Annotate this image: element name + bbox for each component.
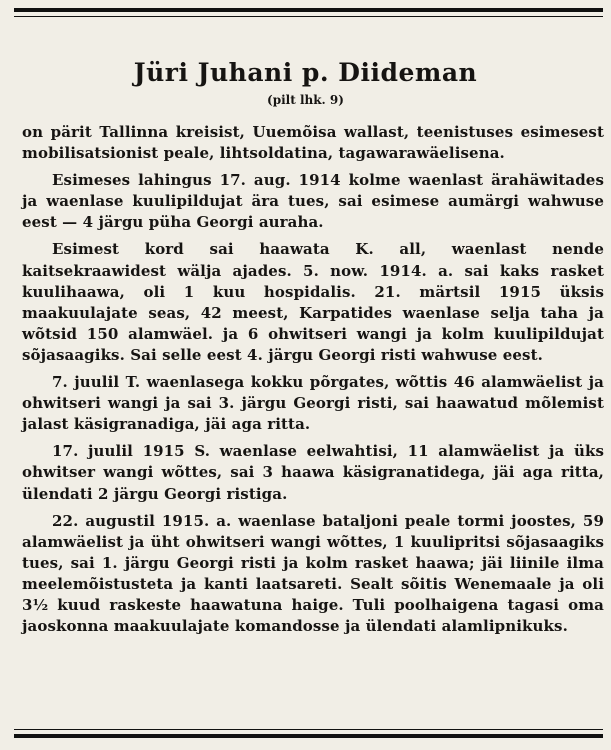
- bottom-rule-thick: [14, 734, 603, 738]
- article-body: [22, 122, 604, 637]
- top-rule-thin: [14, 16, 603, 17]
- paragraph-6: 22. augustil 1915. a. waenlase bataljoni peale tormi joostes, 59 alamwäelist ja üht ohwitseri wangi wõttes, 1 kuulipritsi sõjasaagiks tues, sai 1. järgu Georgi risti ja kolm rasket haawa; jäi liinile ilma meelemõistusteta ja kanti laatsareti. Sealt sõitis Wenemaale ja oli 3½ kuud raskeste haawatuna haige. Tuli poolhaigena tagasi oma jaoskonna maakuulajate komandosse ja ülendati alamlipnikuks.: [22, 511, 604, 636]
- paragraph-1: on pärit Tallinna kreisist, Uuemõisa wallast, teenistuses esimesest mobilisatsionist peale, lihtsoldatina, tagawarawäelisena.: [22, 123, 604, 163]
- paragraph-4: 7. juulil T. waenlasega kokku põrgates, wõttis 46 alamwäelist ja ohwitseri wangi ja sai 3. järgu Georgi risti, sai haawatud mõlemist jalast käsigranadiga, jäi aga ritta.: [22, 373, 604, 434]
- picture-reference: (pilt lhk. 9): [267, 93, 344, 107]
- paragraph-2: Esimeses lahingus 17. aug. 1914 kolme waenlast ärahäwitades ja waenlase kuulipildujat ära tues, sai esimese aumärgi wahwuse eest — 4 järgu püha Georgi auraha.: [22, 171, 604, 232]
- top-rule-thick: [14, 8, 603, 12]
- bottom-rule-thin: [14, 729, 603, 730]
- paragraph-5: 17. juulil 1915 S. waenlase eelwahtisi, 11 alamwäelist ja üks ohwitser wangi wõttes, sai 3 haawa käsigranatidega, jäi aga ritta, ülendati 2 järgu Georgi ristiga.: [22, 442, 604, 503]
- article-title: Jüri Juhani p. Diideman: [133, 58, 478, 87]
- paragraph-3: Esimest kord sai haawata K. all, waenlast nende kaitsekraawidest wälja ajades. 5. now. 1914. a. sai kaks rasket kuulihaawa, oli 1 kuu hospidalis. 21. märtsil 1915 üksis maakuulajate seas, 42 meest, Karpatides waenlase selja taha ja wõtsid 150 alamwäel. ja 6 ohwitseri wangi ja kolm kuulipildujat sõjasaagiks. Sai selle eest 4. järgu Georgi risti wahwuse eest.: [22, 240, 604, 364]
